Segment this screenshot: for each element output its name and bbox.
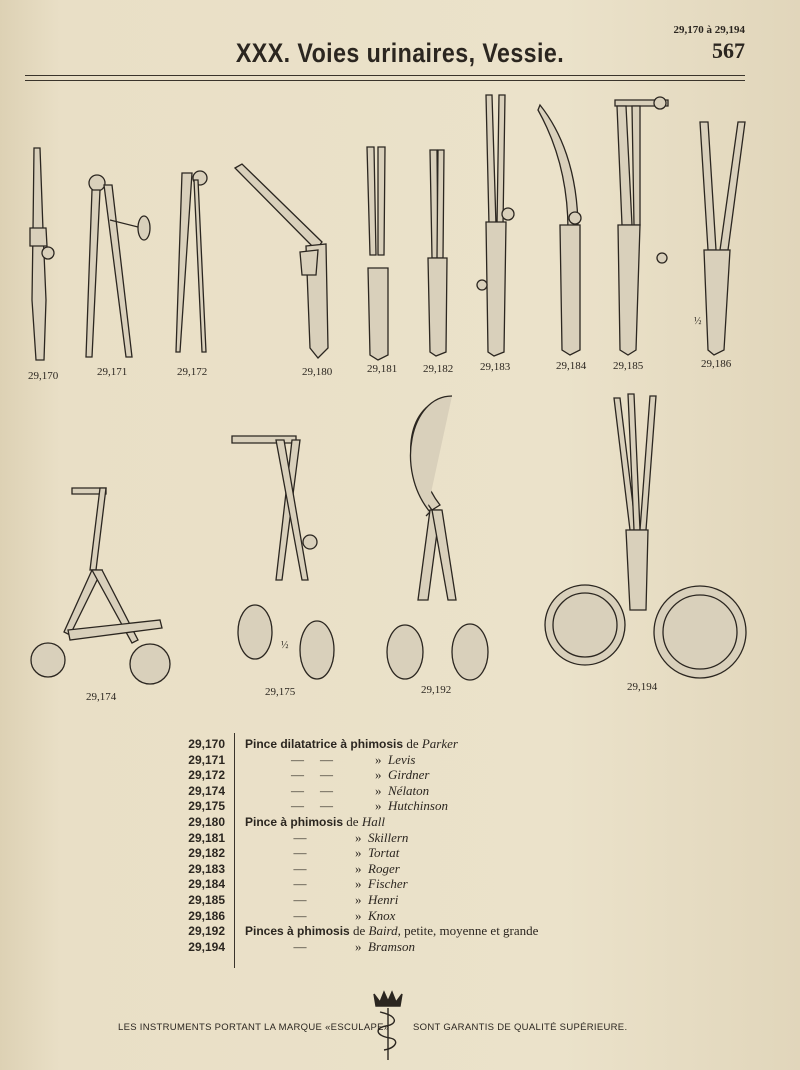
forceps-29185 xyxy=(615,97,668,355)
header-rule-thin xyxy=(25,80,745,81)
list-item: 29,194 — » Bramson xyxy=(188,938,415,954)
list-item: 29,170 Pince dilatatrice à phimosis de Parker xyxy=(188,736,458,751)
list-item: 29,172 — — » Girdner xyxy=(188,767,430,783)
forceps-29182 xyxy=(428,150,447,356)
figure-label-29181: 29,181 xyxy=(367,363,398,375)
forceps-29184 xyxy=(538,105,581,355)
forceps-29174 xyxy=(31,488,170,684)
list-item: 29,174 — — » Nélaton xyxy=(188,782,430,798)
scale-mark-29175: ½ xyxy=(281,640,289,651)
list-item: 29,185 — » Henri xyxy=(188,891,399,907)
figure-label-29185: 29,185 xyxy=(613,360,644,372)
figure-label-29192: 29,192 xyxy=(421,684,452,696)
forceps-29186 xyxy=(700,122,745,355)
instrument-illustrations xyxy=(0,85,800,725)
figure-label-29186: 29,186 xyxy=(701,358,732,370)
list-item: 29,180 Pince à phimosis de Hall xyxy=(188,813,385,829)
header-rule xyxy=(25,75,745,76)
list-item: 29,181 — » Skillern xyxy=(188,829,409,845)
footer-text-right: SONT GARANTIS DE QUALITÉ SUPÉRIEURE. xyxy=(413,1022,628,1033)
list-item: 29,182 — » Tortat xyxy=(188,845,400,861)
list-item: 29,175 — — » Hutchinson xyxy=(188,798,448,814)
forceps-29194 xyxy=(545,394,746,678)
figure-label-29175: 29,175 xyxy=(265,686,296,698)
scale-mark-29186: ½ xyxy=(694,316,702,327)
figure-label-29172: 29,172 xyxy=(177,366,208,378)
forceps-29171 xyxy=(86,175,150,357)
page-range: 29,170 à 29,194 xyxy=(673,24,745,36)
list-item: 29,184 — » Fischer xyxy=(188,876,408,892)
forceps-29180 xyxy=(235,164,328,358)
esculape-logo-icon xyxy=(368,988,408,1064)
list-item: 29,186 — » Knox xyxy=(188,907,396,923)
page-number: 567 xyxy=(712,38,745,63)
figure-label-29194: 29,194 xyxy=(627,681,658,693)
list-item: 29,183 — » Roger xyxy=(188,860,400,876)
forceps-29192 xyxy=(387,396,488,680)
instrument-list xyxy=(150,736,620,954)
page-title: XXX. Voies urinaires, Vessie. xyxy=(235,38,565,68)
list-item: 29,192 Pinces à phimosis de Baird, petite, moyenne et grande xyxy=(188,923,539,939)
figure-label-29171: 29,171 xyxy=(97,366,128,378)
figure-label-29180: 29,180 xyxy=(302,366,333,378)
list-item: 29,171 — — » Levis xyxy=(188,751,416,767)
figure-label-29184: 29,184 xyxy=(556,360,587,372)
figure-label-29170: 29,170 xyxy=(28,370,59,382)
forceps-29170 xyxy=(30,148,54,360)
forceps-29183 xyxy=(477,95,514,356)
forceps-29172 xyxy=(176,171,207,352)
figure-label-29183: 29,183 xyxy=(480,361,511,373)
figure-label-29174: 29,174 xyxy=(86,691,117,703)
footer-text-left: LES INSTRUMENTS PORTANT LA MARQUE «ESCULAPE» xyxy=(118,1022,390,1033)
figure-label-29182: 29,182 xyxy=(423,363,454,375)
forceps-29181 xyxy=(367,147,388,360)
